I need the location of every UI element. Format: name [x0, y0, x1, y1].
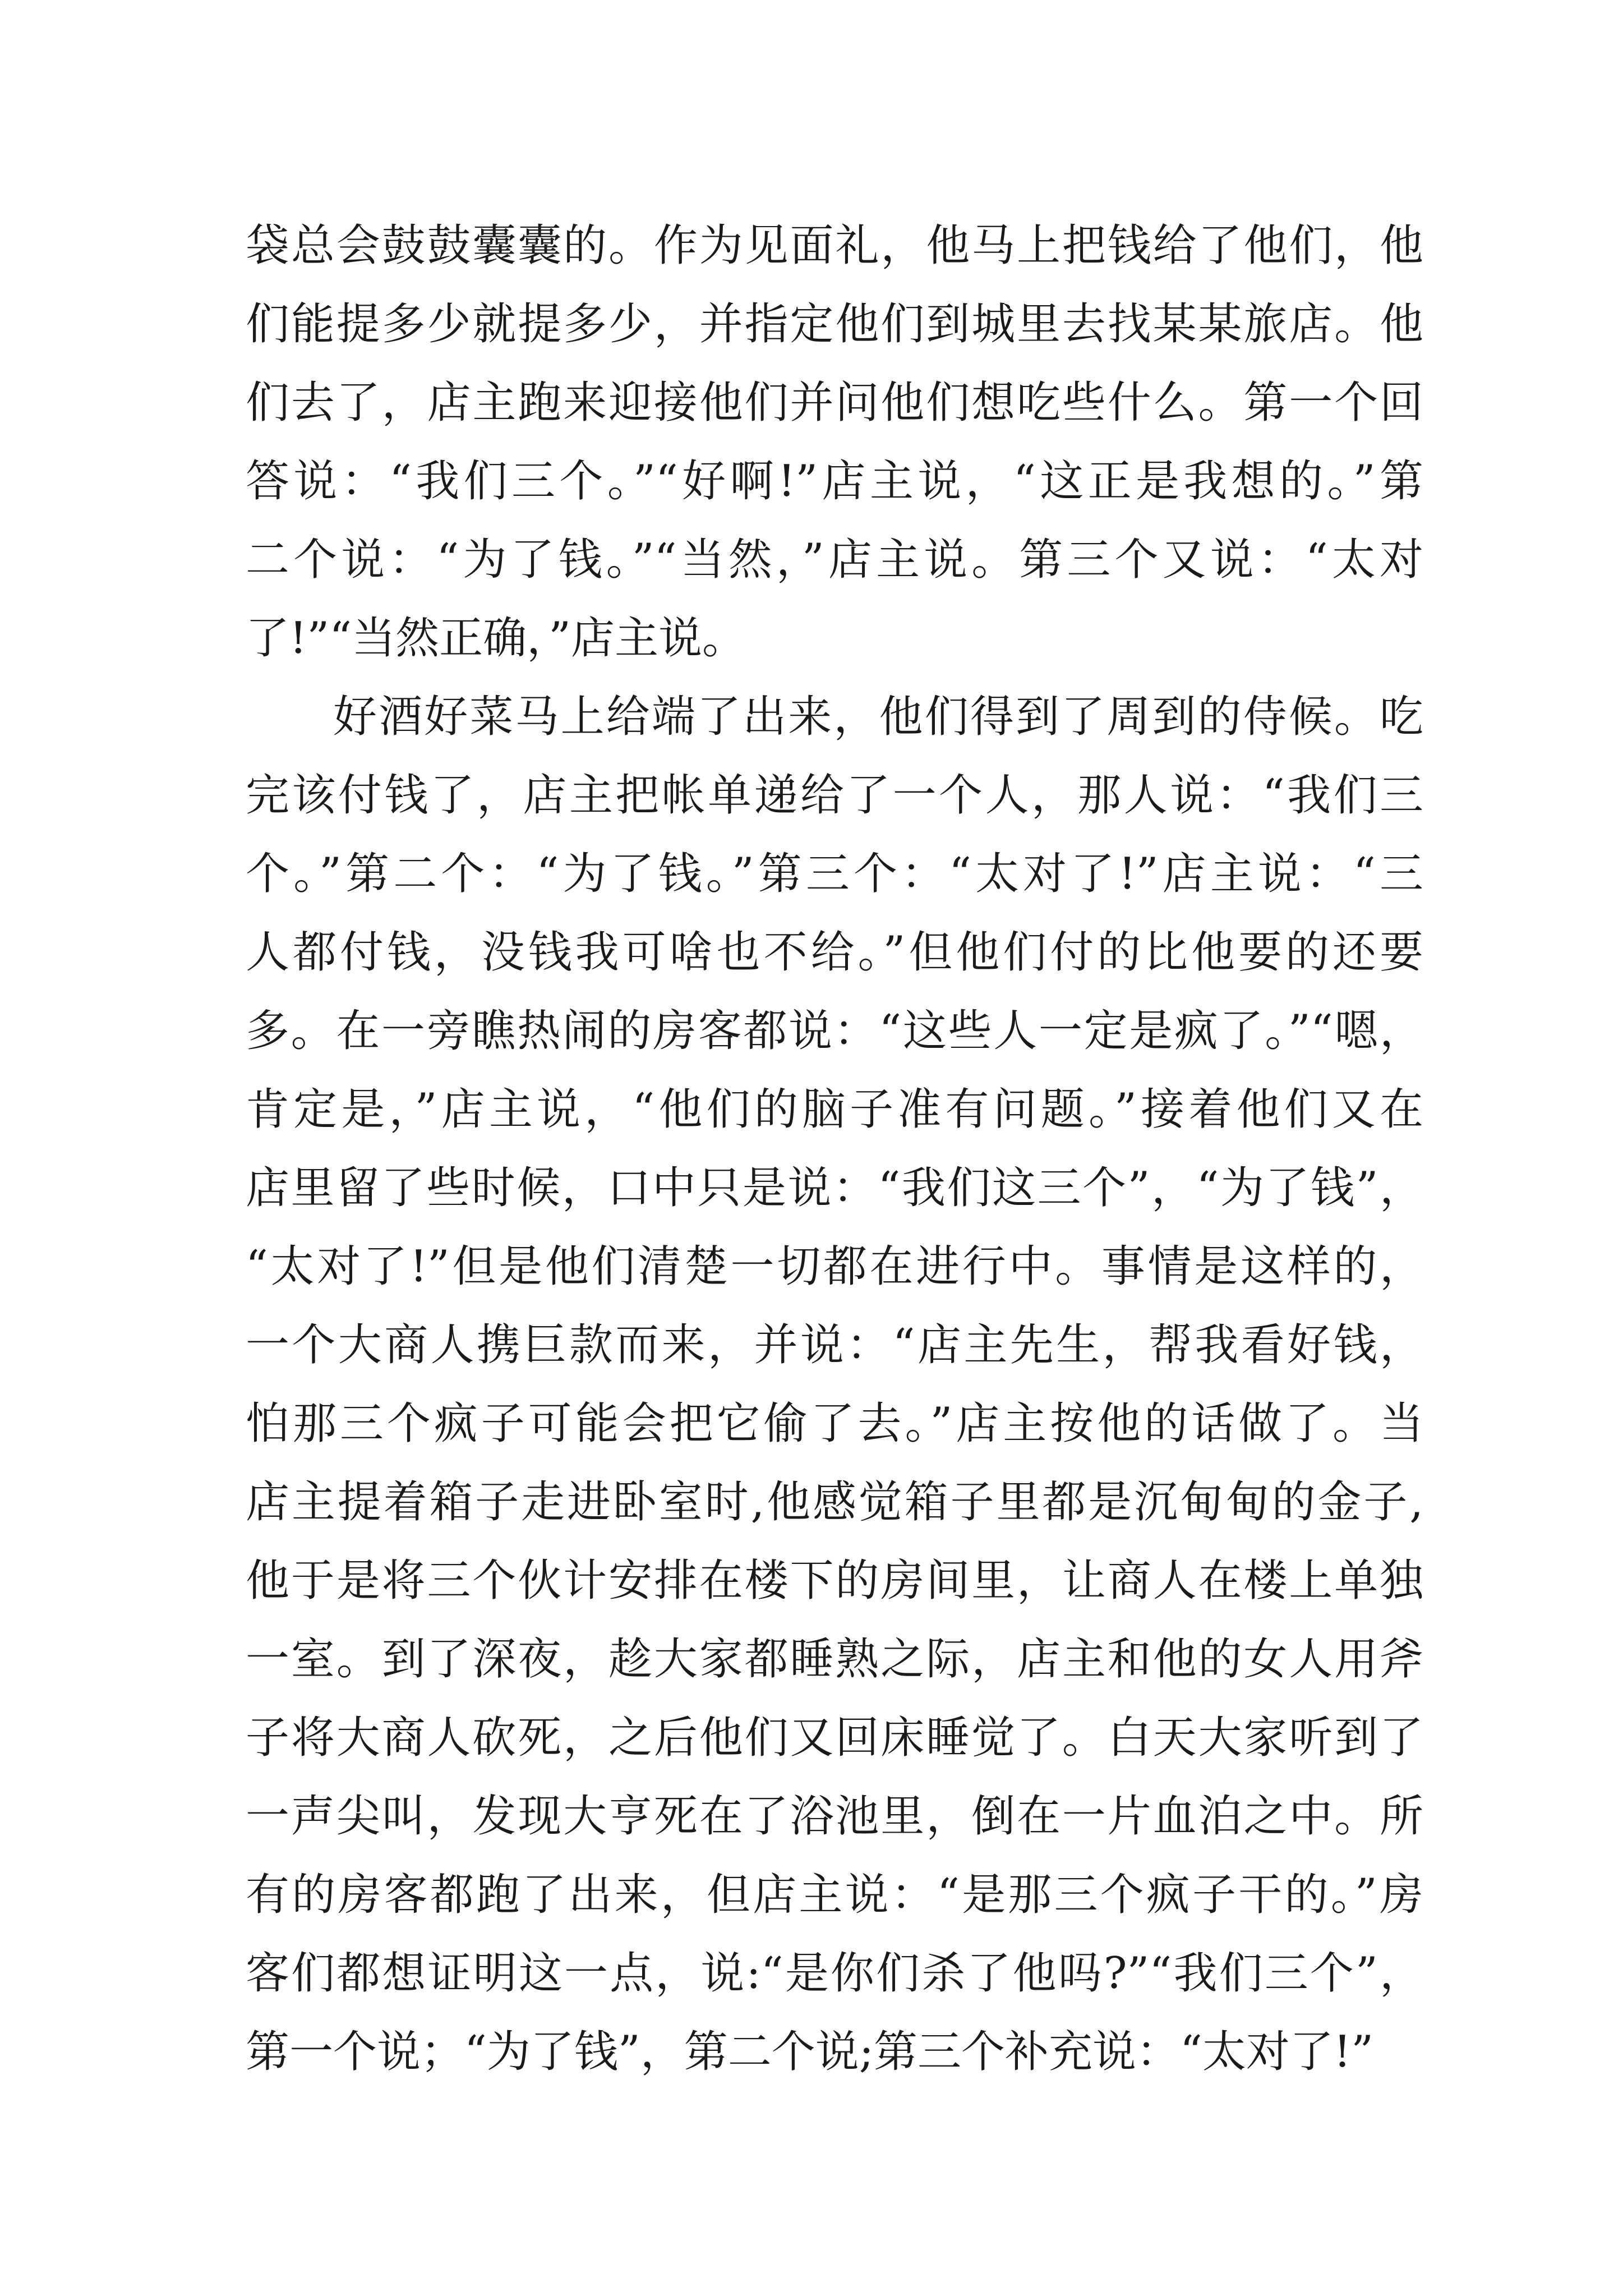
paragraph-2-line-6: 肯定是，”店主说，“他们的脑子准有问题。”接着他们又在 — [246, 1084, 1423, 1135]
paragraph-2-line-13: 一室。到了深夜，趁大家都睡熟之际，店主和他的女人用斧 — [246, 1634, 1423, 1685]
paragraph-2-line-12: 他于是将三个伙计安排在楼下的房间里，让商人在楼上单独 — [246, 1556, 1423, 1606]
paragraph-2-line-16: 有的房客都跑了出来，但店主说：“是那三个疯子干的。”房 — [246, 1870, 1423, 1920]
paragraph-1-line-5: 二个说：“为了钱。”“当然，”店主说。第三个又说：“太对 — [246, 535, 1423, 585]
paragraph-2-line-14: 子将大商人砍死，之后他们又回床睡觉了。白天大家听到了 — [246, 1713, 1423, 1763]
paragraph-1-line-2: 们能提多少就提多少，并指定他们到城里去找某某旅店。他 — [246, 299, 1423, 349]
paragraph-1-line-6: 了!”“当然正确，”店主说。 — [246, 613, 746, 664]
paragraph-2-line-11: 店主提着箱子走进卧室时,他感觉箱子里都是沉甸甸的金子, — [246, 1477, 1423, 1527]
paragraph-2-line-5: 多。在一旁瞧热闹的房客都说：“这些人一定是疯了。”“嗯， — [246, 1006, 1423, 1056]
paragraph-1-line-4: 答说：“我们三个。”“好啊!”店主说，“这正是我想的。”第 — [246, 456, 1423, 507]
paragraph-2-line-17: 客们都想证明这一点，说:“是你们杀了他吗?”“我们三个”， — [246, 1948, 1423, 1999]
paragraph-2-line-18: 第一个说；“为了钱”，第二个说;第三个补充说：“太对了!” — [246, 2027, 1374, 2077]
paragraph-2-line-8: “太对了!”但是他们清楚一切都在进行中。事情是这样的， — [246, 1241, 1423, 1292]
paragraph-2-line-9: 一个大商人携巨款而来，并说：“店主先生，帮我看好钱， — [246, 1320, 1423, 1370]
paragraph-2-line-1: 好酒好菜马上给端了出来，他们得到了周到的侍候。吃 — [333, 692, 1423, 742]
paragraph-2-line-15: 一声尖叫，发现大亨死在了浴池里，倒在一片血泊之中。所 — [246, 1791, 1423, 1842]
paragraph-2-line-3: 个。”第二个：“为了钱。”第三个：“太对了!”店主说：“三 — [246, 849, 1423, 899]
paragraph-2-line-2: 完该付钱了，店主把帐单递给了一个人，那人说：“我们三 — [246, 770, 1423, 821]
paragraph-1-line-3: 们去了，店主跑来迎接他们并问他们想吃些什么。第一个回 — [246, 378, 1423, 428]
body-text — [246, 206, 1423, 2091]
paragraph-1-line-1: 袋总会鼓鼓囊囊的。作为见面礼，他马上把钱给了他们，他 — [246, 220, 1423, 271]
paragraph-2-line-4: 人都付钱，没钱我可啥也不给。”但他们付的比他要的还要 — [246, 927, 1423, 978]
paragraph-2-line-7: 店里留了些时候，口中只是说：“我们这三个”，“为了钱”， — [246, 1163, 1423, 1213]
paragraph-2-line-10: 怕那三个疯子可能会把它偷了去。”店主按他的话做了。当 — [246, 1398, 1423, 1449]
